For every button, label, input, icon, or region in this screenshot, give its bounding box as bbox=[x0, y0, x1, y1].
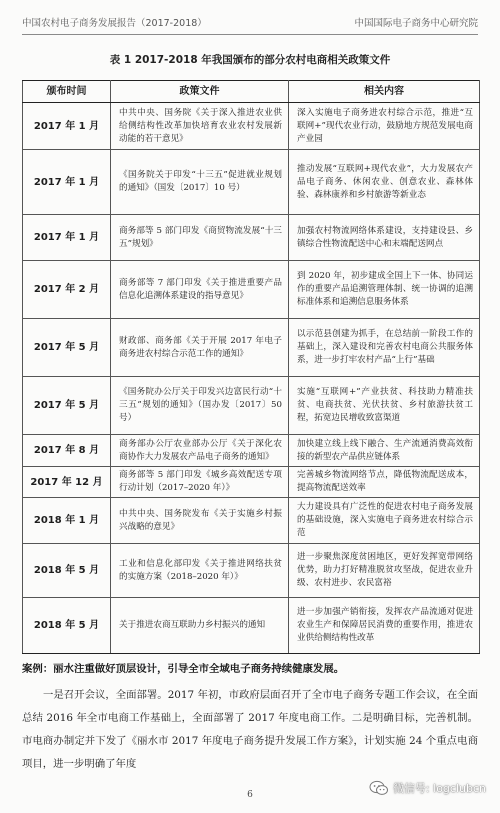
table-header-row bbox=[23, 81, 480, 103]
row-date: 2018 年 5 月 bbox=[23, 544, 111, 598]
table-caption: 表 1 2017-2018 年我国颁布的部分农村电商相关政策文件 bbox=[109, 54, 391, 66]
row-date: 2018 年 1 月 bbox=[23, 498, 111, 544]
table-row bbox=[23, 435, 480, 467]
report-title: 中国农村电子商务发展报告（2017-2018） bbox=[22, 18, 207, 29]
wechat-watermark bbox=[369, 780, 486, 796]
row-content: 加快建立线上线下融合、生产流通消费高效衔接的新型农产品供应链体系 bbox=[289, 435, 480, 467]
row-document: 商务部等 5 部门印发《商贸物流发展“十三五”规划》 bbox=[111, 215, 289, 261]
case-study-title: 案例：丽水注重做好顶层设计，引导全市全域电子商务持续健康发展。 bbox=[22, 663, 345, 675]
institute-name: 中国国际电子商务中心研究院 bbox=[354, 18, 478, 29]
column-header-document: 政策文件 bbox=[111, 81, 289, 103]
page-number: 6 bbox=[247, 790, 253, 800]
row-date: 2017 年 2 月 bbox=[23, 261, 111, 319]
column-header-content: 相关内容 bbox=[289, 81, 480, 103]
row-content: 以示范县创建为抓手，在总结前一阶段工作的基础上，深入建设和完善农村电商公共服务体系，进一步打牢农村产品“上行”基础 bbox=[289, 319, 480, 377]
row-date: 2017 年 8 月 bbox=[23, 435, 111, 467]
row-document: 商务部等 5 部门印发《城乡高效配送专项行动计划（2017–2020 年）》 bbox=[111, 467, 289, 498]
row-content: 实施“互联网+”产业扶贫、科技助力精准扶贫、电商扶贫、光伏扶贫、乡村旅游扶贫工程，拓宽边民增收致富渠道 bbox=[289, 377, 480, 435]
row-content: 推动发展“互联网+现代农业”，大力发展农产品电子商务、休闲农业、创意农业、森林体验、森林康养和乡村旅游等新业态 bbox=[289, 150, 480, 215]
table-row bbox=[23, 150, 480, 215]
row-content: 大力建设具有广泛性的促进农村电子商务发展的基础设施，深入实施电子商务进农村综合示范 bbox=[289, 498, 480, 544]
running-header bbox=[22, 12, 478, 32]
table-row bbox=[23, 467, 480, 498]
row-date: 2018 年 5 月 bbox=[23, 598, 111, 654]
row-content: 深入实施电子商务进农村综合示范，推进“互联网+”现代农业行动，鼓励地方规范发展电商产业园 bbox=[289, 103, 480, 150]
row-date: 2017 年 1 月 bbox=[23, 150, 111, 215]
wechat-icon bbox=[369, 780, 389, 796]
row-date: 2017 年 12 月 bbox=[23, 467, 111, 498]
row-content: 到 2020 年，初步建成全国上下一体、协同运作的重要产品追溯管理体制、统一协调的追溯标准体系和追溯信息服务体系 bbox=[289, 261, 480, 319]
row-document: 工业和信息化部印发《关于推进网络扶贫的实施方案（2018–2020 年）》 bbox=[111, 544, 289, 598]
header-divider bbox=[22, 34, 478, 35]
row-content: 进一步加强产销衔接，发挥农产品流通对促进农业生产和保障居民消费的重要作用，推进农业供给侧结构性改革 bbox=[289, 598, 480, 654]
row-document: 财政部、商务部《关于开展 2017 年电子商务进农村综合示范工作的通知》 bbox=[111, 319, 289, 377]
table-row bbox=[23, 215, 480, 261]
row-date: 2017 年 1 月 bbox=[23, 215, 111, 261]
table-row bbox=[23, 498, 480, 544]
row-document: 中共中央、国务院发布《关于实施乡村振兴战略的意见》 bbox=[111, 498, 289, 544]
row-document: 《国务院关于印发“十三五”促进就业规划的通知》（国发〔2017〕10 号） bbox=[111, 150, 289, 215]
row-date: 2017 年 5 月 bbox=[23, 319, 111, 377]
table-row bbox=[23, 261, 480, 319]
table-row bbox=[23, 319, 480, 377]
column-header-date: 颁布时间 bbox=[23, 81, 111, 103]
table-row bbox=[23, 377, 480, 435]
row-content: 进一步聚焦深度贫困地区，更好发挥宽带网络优势，助力打好精准脱贫攻坚战，促进农业升级、农村进步、农民富裕 bbox=[289, 544, 480, 598]
row-content: 完善城乡物流网络节点，降低物流配送成本，提高物流配送效率 bbox=[289, 467, 480, 498]
row-date: 2017 年 5 月 bbox=[23, 377, 111, 435]
row-date: 2017 年 1 月 bbox=[23, 103, 111, 150]
row-document: 关于推进农商互联助力乡村振兴的通知 bbox=[111, 598, 289, 654]
row-document: 商务部等 7 部门印发《关于推进重要产品信息化追溯体系建设的指导意见》 bbox=[111, 261, 289, 319]
table-row bbox=[23, 544, 480, 598]
table-row bbox=[23, 103, 480, 150]
row-document: 《国务院办公厅关于印发兴边富民行动“十三五”规划的通知》（国办发〔2017〕50 号） bbox=[111, 377, 289, 435]
row-content: 加强农村物流网络体系建设，支持建设县、乡镇综合性物流配送中心和末端配送网点 bbox=[289, 215, 480, 261]
row-document: 商务部办公厅农业部办公厅《关于深化农商协作大力发展农产品电子商务的通知》 bbox=[111, 435, 289, 467]
policy-table bbox=[22, 80, 480, 654]
table-row bbox=[23, 598, 480, 654]
case-study-body: 一是召开会议，全面部署。2017 年初，市政府层面召开了全市电子商务专题工作会议，在全面总结 2016 年全市电商工作基础上，全面部署了 2017 年度电商工作。二是明确目标，完善机制。市电商办制定并下发了《丽水市 2017 年度电子商务提升发展工作方案》，计划实施 24 个重点电商项目，进一步明确了年度 bbox=[22, 689, 478, 770]
row-document: 中共中央、国务院《关于深入推进农业供给侧结构性改革加快培育农业农村发展新动能的若干意见》 bbox=[111, 103, 289, 150]
wechat-id: 微信号: logclubcn bbox=[392, 782, 486, 795]
